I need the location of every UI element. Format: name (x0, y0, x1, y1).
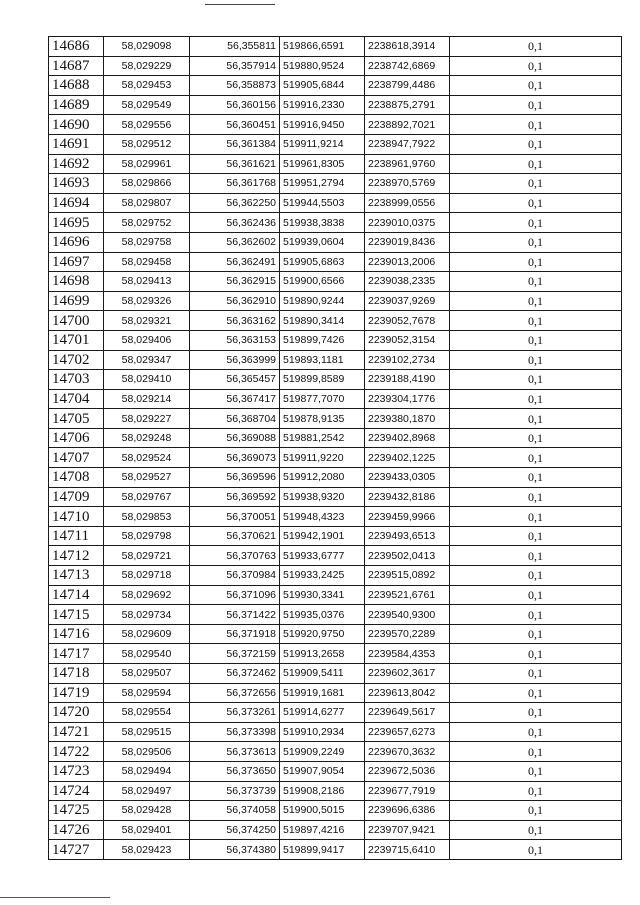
accuracy-cell: 0,1 (450, 272, 622, 292)
y-coordinate-cell: 2239019,8436 (365, 232, 450, 252)
x-coordinate-cell: 519920,9750 (280, 624, 365, 644)
table-row (49, 683, 622, 703)
table-row (49, 820, 622, 840)
table-row (49, 193, 622, 213)
x-coordinate-cell: 519893,1181 (280, 350, 365, 370)
y-coordinate-cell: 2239010,0375 (365, 213, 450, 233)
latitude-cell: 58,029227 (104, 409, 190, 429)
table-row (49, 409, 622, 429)
accuracy-cell: 0,1 (450, 546, 622, 566)
point-number-cell: 14704 (49, 389, 104, 409)
x-coordinate-cell: 519910,2934 (280, 722, 365, 742)
longitude-cell: 56,368704 (190, 409, 280, 429)
latitude-cell: 58,029494 (104, 761, 190, 781)
accuracy-cell: 0,1 (450, 428, 622, 448)
table-row (49, 742, 622, 762)
y-coordinate-cell: 2239459,9966 (365, 507, 450, 527)
accuracy-cell: 0,1 (450, 311, 622, 331)
x-coordinate-cell: 519907,9054 (280, 761, 365, 781)
longitude-cell: 56,373398 (190, 722, 280, 742)
longitude-cell: 56,370051 (190, 507, 280, 527)
table-row (49, 585, 622, 605)
accuracy-cell: 0,1 (450, 409, 622, 429)
table-row (49, 311, 622, 331)
accuracy-cell: 0,1 (450, 526, 622, 546)
x-coordinate-cell: 519878,9135 (280, 409, 365, 429)
latitude-cell: 58,029347 (104, 350, 190, 370)
x-coordinate-cell: 519899,9417 (280, 840, 365, 860)
accuracy-cell: 0,1 (450, 624, 622, 644)
longitude-cell: 56,362250 (190, 193, 280, 213)
table-row (49, 291, 622, 311)
latitude-cell: 58,029798 (104, 526, 190, 546)
latitude-cell: 58,029866 (104, 174, 190, 194)
table-row (49, 507, 622, 527)
accuracy-cell: 0,1 (450, 95, 622, 115)
longitude-cell: 56,374380 (190, 840, 280, 860)
latitude-cell: 58,029527 (104, 468, 190, 488)
latitude-cell: 58,029406 (104, 330, 190, 350)
x-coordinate-cell: 519939,0604 (280, 232, 365, 252)
longitude-cell: 56,370763 (190, 546, 280, 566)
point-number-cell: 14689 (49, 95, 104, 115)
point-number-cell: 14712 (49, 546, 104, 566)
table-row (49, 134, 622, 154)
y-coordinate-cell: 2239613,8042 (365, 683, 450, 703)
y-coordinate-cell: 2239584,4353 (365, 644, 450, 664)
longitude-cell: 56,369596 (190, 468, 280, 488)
longitude-cell: 56,372462 (190, 664, 280, 684)
table-row (49, 644, 622, 664)
point-number-cell: 14709 (49, 487, 104, 507)
point-number-cell: 14715 (49, 605, 104, 625)
longitude-cell: 56,370621 (190, 526, 280, 546)
longitude-cell: 56,369073 (190, 448, 280, 468)
point-number-cell: 14705 (49, 409, 104, 429)
y-coordinate-cell: 2238618,3914 (365, 37, 450, 57)
y-coordinate-cell: 2238799,4486 (365, 76, 450, 96)
latitude-cell: 58,029458 (104, 252, 190, 272)
x-coordinate-cell: 519916,9450 (280, 115, 365, 135)
longitude-cell: 56,369592 (190, 487, 280, 507)
longitude-cell: 56,362915 (190, 272, 280, 292)
x-coordinate-cell: 519951,2794 (280, 174, 365, 194)
latitude-cell: 58,029554 (104, 703, 190, 723)
table-row (49, 703, 622, 723)
table-row (49, 232, 622, 252)
x-coordinate-cell: 519916,2330 (280, 95, 365, 115)
latitude-cell: 58,029721 (104, 546, 190, 566)
top-rule (205, 4, 275, 5)
latitude-cell: 58,029214 (104, 389, 190, 409)
accuracy-cell: 0,1 (450, 585, 622, 605)
x-coordinate-cell: 519899,8589 (280, 370, 365, 390)
latitude-cell: 58,029556 (104, 115, 190, 135)
accuracy-cell: 0,1 (450, 76, 622, 96)
accuracy-cell: 0,1 (450, 742, 622, 762)
y-coordinate-cell: 2239402,8968 (365, 428, 450, 448)
table-row (49, 566, 622, 586)
accuracy-cell: 0,1 (450, 644, 622, 664)
point-number-cell: 14716 (49, 624, 104, 644)
y-coordinate-cell: 2239570,2289 (365, 624, 450, 644)
accuracy-cell: 0,1 (450, 448, 622, 468)
latitude-cell: 58,029752 (104, 213, 190, 233)
x-coordinate-cell: 519938,9320 (280, 487, 365, 507)
y-coordinate-cell: 2238892,7021 (365, 115, 450, 135)
accuracy-cell: 0,1 (450, 664, 622, 684)
accuracy-cell: 0,1 (450, 605, 622, 625)
x-coordinate-cell: 519900,5015 (280, 801, 365, 821)
y-coordinate-cell: 2239038,2335 (365, 272, 450, 292)
y-coordinate-cell: 2239502,0413 (365, 546, 450, 566)
x-coordinate-cell: 519919,1681 (280, 683, 365, 703)
y-coordinate-cell: 2239649,5617 (365, 703, 450, 723)
longitude-cell: 56,365457 (190, 370, 280, 390)
longitude-cell: 56,363153 (190, 330, 280, 350)
latitude-cell: 58,029410 (104, 370, 190, 390)
table-row (49, 605, 622, 625)
latitude-cell: 58,029321 (104, 311, 190, 331)
latitude-cell: 58,029507 (104, 664, 190, 684)
accuracy-cell: 0,1 (450, 350, 622, 370)
y-coordinate-cell: 2239672,5036 (365, 761, 450, 781)
point-number-cell: 14724 (49, 781, 104, 801)
table-row (49, 330, 622, 350)
latitude-cell: 58,029609 (104, 624, 190, 644)
point-number-cell: 14727 (49, 840, 104, 860)
x-coordinate-cell: 519890,9244 (280, 291, 365, 311)
latitude-cell: 58,029734 (104, 605, 190, 625)
longitude-cell: 56,373613 (190, 742, 280, 762)
point-number-cell: 14694 (49, 193, 104, 213)
accuracy-cell: 0,1 (450, 37, 622, 57)
x-coordinate-cell: 519909,2249 (280, 742, 365, 762)
accuracy-cell: 0,1 (450, 781, 622, 801)
longitude-cell: 56,363999 (190, 350, 280, 370)
y-coordinate-cell: 2239432,8186 (365, 487, 450, 507)
latitude-cell: 58,029401 (104, 820, 190, 840)
y-coordinate-cell: 2239188,4190 (365, 370, 450, 390)
x-coordinate-cell: 519905,6863 (280, 252, 365, 272)
longitude-cell: 56,373261 (190, 703, 280, 723)
point-number-cell: 14706 (49, 428, 104, 448)
longitude-cell: 56,358873 (190, 76, 280, 96)
accuracy-cell: 0,1 (450, 134, 622, 154)
point-number-cell: 14710 (49, 507, 104, 527)
longitude-cell: 56,361384 (190, 134, 280, 154)
y-coordinate-cell: 2239102,2734 (365, 350, 450, 370)
longitude-cell: 56,372159 (190, 644, 280, 664)
y-coordinate-cell: 2239602,3617 (365, 664, 450, 684)
accuracy-cell: 0,1 (450, 213, 622, 233)
accuracy-cell: 0,1 (450, 820, 622, 840)
latitude-cell: 58,029807 (104, 193, 190, 213)
latitude-cell: 58,029718 (104, 566, 190, 586)
latitude-cell: 58,029326 (104, 291, 190, 311)
accuracy-cell: 0,1 (450, 174, 622, 194)
y-coordinate-cell: 2238742,6869 (365, 56, 450, 76)
latitude-cell: 58,029512 (104, 134, 190, 154)
longitude-cell: 56,367417 (190, 389, 280, 409)
y-coordinate-cell: 2239052,3154 (365, 330, 450, 350)
latitude-cell: 58,029549 (104, 95, 190, 115)
x-coordinate-cell: 519905,6844 (280, 76, 365, 96)
point-number-cell: 14726 (49, 820, 104, 840)
table-row (49, 154, 622, 174)
accuracy-cell: 0,1 (450, 761, 622, 781)
table-row (49, 213, 622, 233)
y-coordinate-cell: 2239052,7678 (365, 311, 450, 331)
accuracy-cell: 0,1 (450, 154, 622, 174)
table-row (49, 252, 622, 272)
coordinates-table (48, 36, 622, 860)
longitude-cell: 56,361768 (190, 174, 280, 194)
point-number-cell: 14688 (49, 76, 104, 96)
point-number-cell: 14718 (49, 664, 104, 684)
longitude-cell: 56,360156 (190, 95, 280, 115)
point-number-cell: 14708 (49, 468, 104, 488)
point-number-cell: 14686 (49, 37, 104, 57)
latitude-cell: 58,029423 (104, 840, 190, 860)
table-row (49, 722, 622, 742)
table-row (49, 487, 622, 507)
point-number-cell: 14714 (49, 585, 104, 605)
latitude-cell: 58,029692 (104, 585, 190, 605)
x-coordinate-cell: 519911,9214 (280, 134, 365, 154)
accuracy-cell: 0,1 (450, 487, 622, 507)
table-row (49, 272, 622, 292)
table-row (49, 389, 622, 409)
x-coordinate-cell: 519961,8305 (280, 154, 365, 174)
table-row (49, 761, 622, 781)
x-coordinate-cell: 519948,4323 (280, 507, 365, 527)
point-number-cell: 14687 (49, 56, 104, 76)
x-coordinate-cell: 519909,5411 (280, 664, 365, 684)
x-coordinate-cell: 519877,7070 (280, 389, 365, 409)
x-coordinate-cell: 519914,6277 (280, 703, 365, 723)
y-coordinate-cell: 2239707,9421 (365, 820, 450, 840)
table-row (49, 428, 622, 448)
accuracy-cell: 0,1 (450, 801, 622, 821)
latitude-cell: 58,029229 (104, 56, 190, 76)
x-coordinate-cell: 519912,2080 (280, 468, 365, 488)
x-coordinate-cell: 519911,9220 (280, 448, 365, 468)
point-number-cell: 14693 (49, 174, 104, 194)
longitude-cell: 56,360451 (190, 115, 280, 135)
point-number-cell: 14690 (49, 115, 104, 135)
longitude-cell: 56,362491 (190, 252, 280, 272)
accuracy-cell: 0,1 (450, 566, 622, 586)
table-row (49, 174, 622, 194)
point-number-cell: 14721 (49, 722, 104, 742)
longitude-cell: 56,371422 (190, 605, 280, 625)
longitude-cell: 56,371918 (190, 624, 280, 644)
longitude-cell: 56,372656 (190, 683, 280, 703)
point-number-cell: 14725 (49, 801, 104, 821)
table-row (49, 37, 622, 57)
latitude-cell: 58,029758 (104, 232, 190, 252)
point-number-cell: 14701 (49, 330, 104, 350)
y-coordinate-cell: 2239493,6513 (365, 526, 450, 546)
point-number-cell: 14713 (49, 566, 104, 586)
y-coordinate-cell: 2239013,2006 (365, 252, 450, 272)
accuracy-cell: 0,1 (450, 330, 622, 350)
x-coordinate-cell: 519908,2186 (280, 781, 365, 801)
latitude-cell: 58,029453 (104, 76, 190, 96)
longitude-cell: 56,371096 (190, 585, 280, 605)
accuracy-cell: 0,1 (450, 232, 622, 252)
point-number-cell: 14699 (49, 291, 104, 311)
accuracy-cell: 0,1 (450, 683, 622, 703)
table-row (49, 526, 622, 546)
table-row (49, 56, 622, 76)
y-coordinate-cell: 2239696,6386 (365, 801, 450, 821)
point-number-cell: 14691 (49, 134, 104, 154)
longitude-cell: 56,357914 (190, 56, 280, 76)
point-number-cell: 14720 (49, 703, 104, 723)
footnote-rule (0, 897, 110, 898)
y-coordinate-cell: 2238961,9760 (365, 154, 450, 174)
longitude-cell: 56,362602 (190, 232, 280, 252)
longitude-cell: 56,362436 (190, 213, 280, 233)
longitude-cell: 56,361621 (190, 154, 280, 174)
accuracy-cell: 0,1 (450, 370, 622, 390)
y-coordinate-cell: 2239715,6410 (365, 840, 450, 860)
accuracy-cell: 0,1 (450, 389, 622, 409)
longitude-cell: 56,362910 (190, 291, 280, 311)
accuracy-cell: 0,1 (450, 840, 622, 860)
accuracy-cell: 0,1 (450, 468, 622, 488)
accuracy-cell: 0,1 (450, 722, 622, 742)
y-coordinate-cell: 2238875,2791 (365, 95, 450, 115)
coordinates-table-body (49, 37, 622, 860)
table-row (49, 370, 622, 390)
latitude-cell: 58,029506 (104, 742, 190, 762)
latitude-cell: 58,029248 (104, 428, 190, 448)
table-row (49, 840, 622, 860)
x-coordinate-cell: 519899,7426 (280, 330, 365, 350)
latitude-cell: 58,029428 (104, 801, 190, 821)
table-row (49, 801, 622, 821)
y-coordinate-cell: 2239670,3632 (365, 742, 450, 762)
y-coordinate-cell: 2238999,0556 (365, 193, 450, 213)
y-coordinate-cell: 2239402,1225 (365, 448, 450, 468)
y-coordinate-cell: 2238970,5769 (365, 174, 450, 194)
longitude-cell: 56,373739 (190, 781, 280, 801)
accuracy-cell: 0,1 (450, 56, 622, 76)
accuracy-cell: 0,1 (450, 291, 622, 311)
x-coordinate-cell: 519938,3838 (280, 213, 365, 233)
point-number-cell: 14695 (49, 213, 104, 233)
x-coordinate-cell: 519913,2658 (280, 644, 365, 664)
point-number-cell: 14707 (49, 448, 104, 468)
latitude-cell: 58,029594 (104, 683, 190, 703)
point-number-cell: 14700 (49, 311, 104, 331)
x-coordinate-cell: 519866,6591 (280, 37, 365, 57)
y-coordinate-cell: 2239304,1776 (365, 389, 450, 409)
x-coordinate-cell: 519933,6777 (280, 546, 365, 566)
latitude-cell: 58,029853 (104, 507, 190, 527)
x-coordinate-cell: 519897,4216 (280, 820, 365, 840)
point-number-cell: 14722 (49, 742, 104, 762)
table-row (49, 546, 622, 566)
table-row (49, 448, 622, 468)
x-coordinate-cell: 519935,0376 (280, 605, 365, 625)
y-coordinate-cell: 2239037,9269 (365, 291, 450, 311)
longitude-cell: 56,369088 (190, 428, 280, 448)
y-coordinate-cell: 2239515,0892 (365, 566, 450, 586)
x-coordinate-cell: 519890,3414 (280, 311, 365, 331)
point-number-cell: 14697 (49, 252, 104, 272)
x-coordinate-cell: 519930,3341 (280, 585, 365, 605)
x-coordinate-cell: 519942,1901 (280, 526, 365, 546)
longitude-cell: 56,374058 (190, 801, 280, 821)
x-coordinate-cell: 519881,2542 (280, 428, 365, 448)
point-number-cell: 14703 (49, 370, 104, 390)
point-number-cell: 14723 (49, 761, 104, 781)
accuracy-cell: 0,1 (450, 252, 622, 272)
table-row (49, 95, 622, 115)
latitude-cell: 58,029497 (104, 781, 190, 801)
longitude-cell: 56,373650 (190, 761, 280, 781)
latitude-cell: 58,029540 (104, 644, 190, 664)
latitude-cell: 58,029098 (104, 37, 190, 57)
latitude-cell: 58,029961 (104, 154, 190, 174)
x-coordinate-cell: 519900,6566 (280, 272, 365, 292)
y-coordinate-cell: 2239521,6761 (365, 585, 450, 605)
y-coordinate-cell: 2239540,9300 (365, 605, 450, 625)
table-row (49, 350, 622, 370)
table-row (49, 781, 622, 801)
accuracy-cell: 0,1 (450, 507, 622, 527)
y-coordinate-cell: 2239380,1870 (365, 409, 450, 429)
accuracy-cell: 0,1 (450, 193, 622, 213)
table-row (49, 468, 622, 488)
point-number-cell: 14719 (49, 683, 104, 703)
x-coordinate-cell: 519944,5503 (280, 193, 365, 213)
x-coordinate-cell: 519880,9524 (280, 56, 365, 76)
point-number-cell: 14711 (49, 526, 104, 546)
latitude-cell: 58,029767 (104, 487, 190, 507)
table-row (49, 624, 622, 644)
y-coordinate-cell: 2239677,7919 (365, 781, 450, 801)
latitude-cell: 58,029413 (104, 272, 190, 292)
point-number-cell: 14692 (49, 154, 104, 174)
table-row (49, 664, 622, 684)
longitude-cell: 56,363162 (190, 311, 280, 331)
point-number-cell: 14717 (49, 644, 104, 664)
table-row (49, 76, 622, 96)
y-coordinate-cell: 2239657,6273 (365, 722, 450, 742)
longitude-cell: 56,355811 (190, 37, 280, 57)
table-row (49, 115, 622, 135)
accuracy-cell: 0,1 (450, 115, 622, 135)
y-coordinate-cell: 2238947,7922 (365, 134, 450, 154)
longitude-cell: 56,374250 (190, 820, 280, 840)
point-number-cell: 14696 (49, 232, 104, 252)
accuracy-cell: 0,1 (450, 703, 622, 723)
latitude-cell: 58,029515 (104, 722, 190, 742)
x-coordinate-cell: 519933,2425 (280, 566, 365, 586)
latitude-cell: 58,029524 (104, 448, 190, 468)
point-number-cell: 14702 (49, 350, 104, 370)
point-number-cell: 14698 (49, 272, 104, 292)
y-coordinate-cell: 2239433,0305 (365, 468, 450, 488)
longitude-cell: 56,370984 (190, 566, 280, 586)
